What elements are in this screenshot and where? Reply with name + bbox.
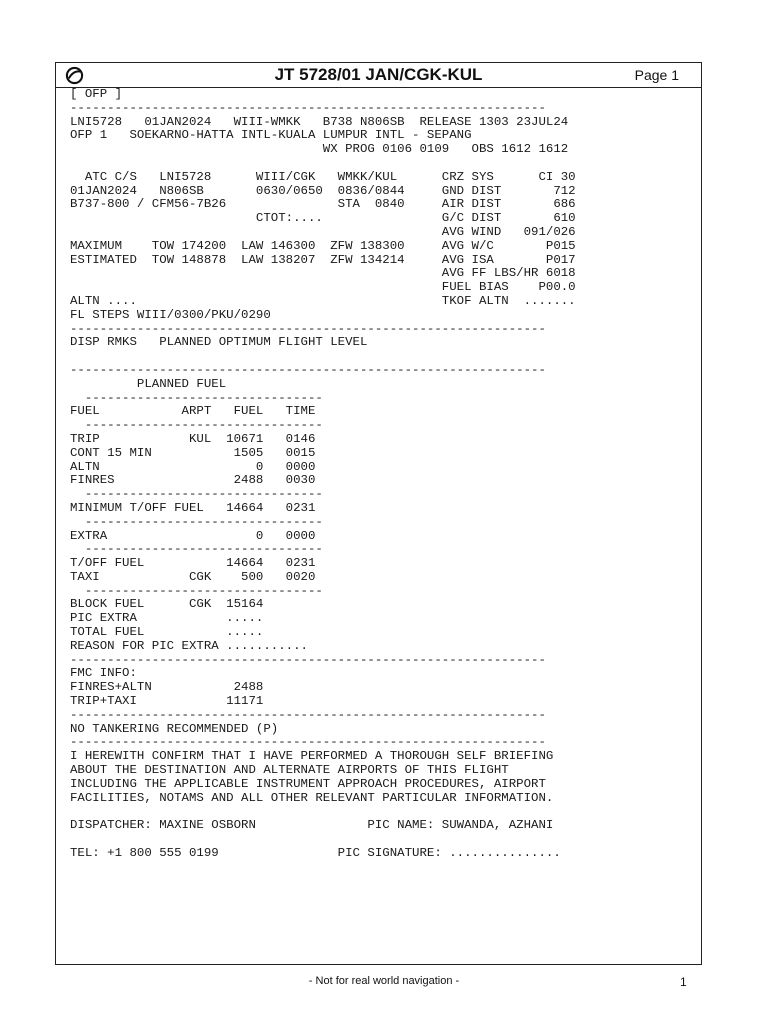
page-label: Page 1 — [634, 67, 679, 83]
ofp-line: EXTRA 0 0000 — [70, 528, 316, 543]
ofp-line: TEL: +1 800 555 0199 PIC SIGNATURE: ............... — [70, 845, 561, 860]
ofp-line: ---------------------------------------------------------------- — [70, 100, 546, 115]
ofp-line: FINRES+ALTN 2488 — [70, 680, 264, 695]
ofp-line: TRIP KUL 10671 0146 — [70, 431, 316, 446]
ofp-line: FL STEPS WIII/0300/PKU/0290 — [70, 307, 271, 322]
ofp-line: I HEREWITH CONFIRM THAT I HAVE PERFORMED A THOROUGH SELF BRIEFING — [70, 749, 554, 764]
ofp-line: AVG WIND 091/026 — [70, 224, 576, 239]
ofp-body — [70, 88, 576, 861]
ofp-line: -------------------------------- — [70, 583, 323, 598]
ofp-line: ESTIMATED TOW 148878 LAW 138207 ZFW 134214 AVG ISA P017 — [70, 252, 576, 267]
ofp-line: TOTAL FUEL ..... — [70, 625, 264, 640]
ofp-line: B737-800 / CFM56-7B26 STA 0840 AIR DIST 686 — [70, 197, 576, 212]
ofp-line: DISP RMKS PLANNED OPTIMUM FLIGHT LEVEL — [70, 335, 368, 350]
ofp-line: BLOCK FUEL CGK 15164 — [70, 597, 264, 612]
ofp-line: LNI5728 01JAN2024 WIII-WMKK B738 N806SB RELEASE 1303 23JUL24 — [70, 114, 569, 129]
ofp-line: 01JAN2024 N806SB 0630/0650 0836/0844 GND DIST 712 — [70, 183, 576, 198]
ofp-line: ---------------------------------------------------------------- — [70, 362, 546, 377]
ofp-line: ---------------------------------------------------------------- — [70, 321, 546, 336]
page-number: 1 — [680, 975, 687, 989]
ofp-line: T/OFF FUEL 14664 0231 — [70, 556, 316, 571]
ofp-line: MINIMUM T/OFF FUEL 14664 0231 — [70, 500, 316, 515]
ofp-line: -------------------------------- — [70, 514, 323, 529]
page-header — [56, 63, 701, 88]
ofp-line: CTOT:.... G/C DIST 610 — [70, 211, 576, 226]
ofp-line: OFP 1 SOEKARNO-HATTA INTL-KUALA LUMPUR INTL - SEPANG — [70, 128, 472, 143]
ofp-line: PIC EXTRA ..... — [70, 611, 264, 626]
ofp-line: FACILITIES, NOTAMS AND ALL OTHER RELEVANT PARTICULAR INFORMATION. — [70, 790, 554, 805]
ofp-line: MAXIMUM TOW 174200 LAW 146300 ZFW 138300 AVG W/C P015 — [70, 238, 576, 253]
ofp-line: AVG FF LBS/HR 6018 — [70, 266, 576, 281]
ofp-line: FINRES 2488 0030 — [70, 473, 316, 488]
ofp-line: REASON FOR PIC EXTRA ........... — [70, 638, 308, 653]
ofp-line: PLANNED FUEL — [70, 376, 227, 391]
ofp-line: FMC INFO: — [70, 666, 137, 681]
ofp-line: DISPATCHER: MAXINE OSBORN PIC NAME: SUWANDA, AZHANI — [70, 818, 554, 833]
ofp-line: ALTN 0 0000 — [70, 459, 316, 474]
ofp-line: FUEL BIAS P00.0 — [70, 280, 576, 295]
footer-disclaimer: - Not for real world navigation - — [308, 975, 460, 987]
ofp-line: TRIP+TAXI 11171 — [70, 694, 264, 709]
ofp-line: -------------------------------- — [70, 487, 323, 502]
page-title: JT 5728/01 JAN/CGK-KUL — [274, 65, 483, 84]
ofp-line: ---------------------------------------------------------------- — [70, 652, 546, 667]
ofp-line: ATC C/S LNI5728 WIII/CGK WMKK/KUL CRZ SYS CI 30 — [70, 169, 576, 184]
ofp-line: TAXI CGK 500 0020 — [70, 569, 316, 584]
ofp-line: CONT 15 MIN 1505 0015 — [70, 445, 316, 460]
ofp-line: [ OFP ] — [70, 87, 123, 101]
ofp-line: NO TANKERING RECOMMENDED (P) — [70, 721, 279, 736]
ofp-page-frame — [55, 62, 702, 965]
ofp-line: -------------------------------- — [70, 390, 323, 405]
ofp-line: INCLUDING THE APPLICABLE INSTRUMENT APPROACH PROCEDURES, AIRPORT — [70, 776, 546, 791]
ofp-line: ---------------------------------------------------------------- — [70, 707, 546, 722]
ofp-line: -------------------------------- — [70, 542, 323, 557]
ofp-line: ALTN .... TKOF ALTN ....... — [70, 293, 576, 308]
ofp-line: -------------------------------- — [70, 418, 323, 433]
ofp-line: WX PROG 0106 0109 OBS 1612 1612 — [70, 142, 569, 157]
ofp-line: FUEL ARPT FUEL TIME — [70, 404, 316, 419]
ofp-line: ABOUT THE DESTINATION AND ALTERNATE AIRPORTS OF THIS FLIGHT — [70, 763, 509, 778]
ofp-line: ---------------------------------------------------------------- — [70, 735, 546, 750]
